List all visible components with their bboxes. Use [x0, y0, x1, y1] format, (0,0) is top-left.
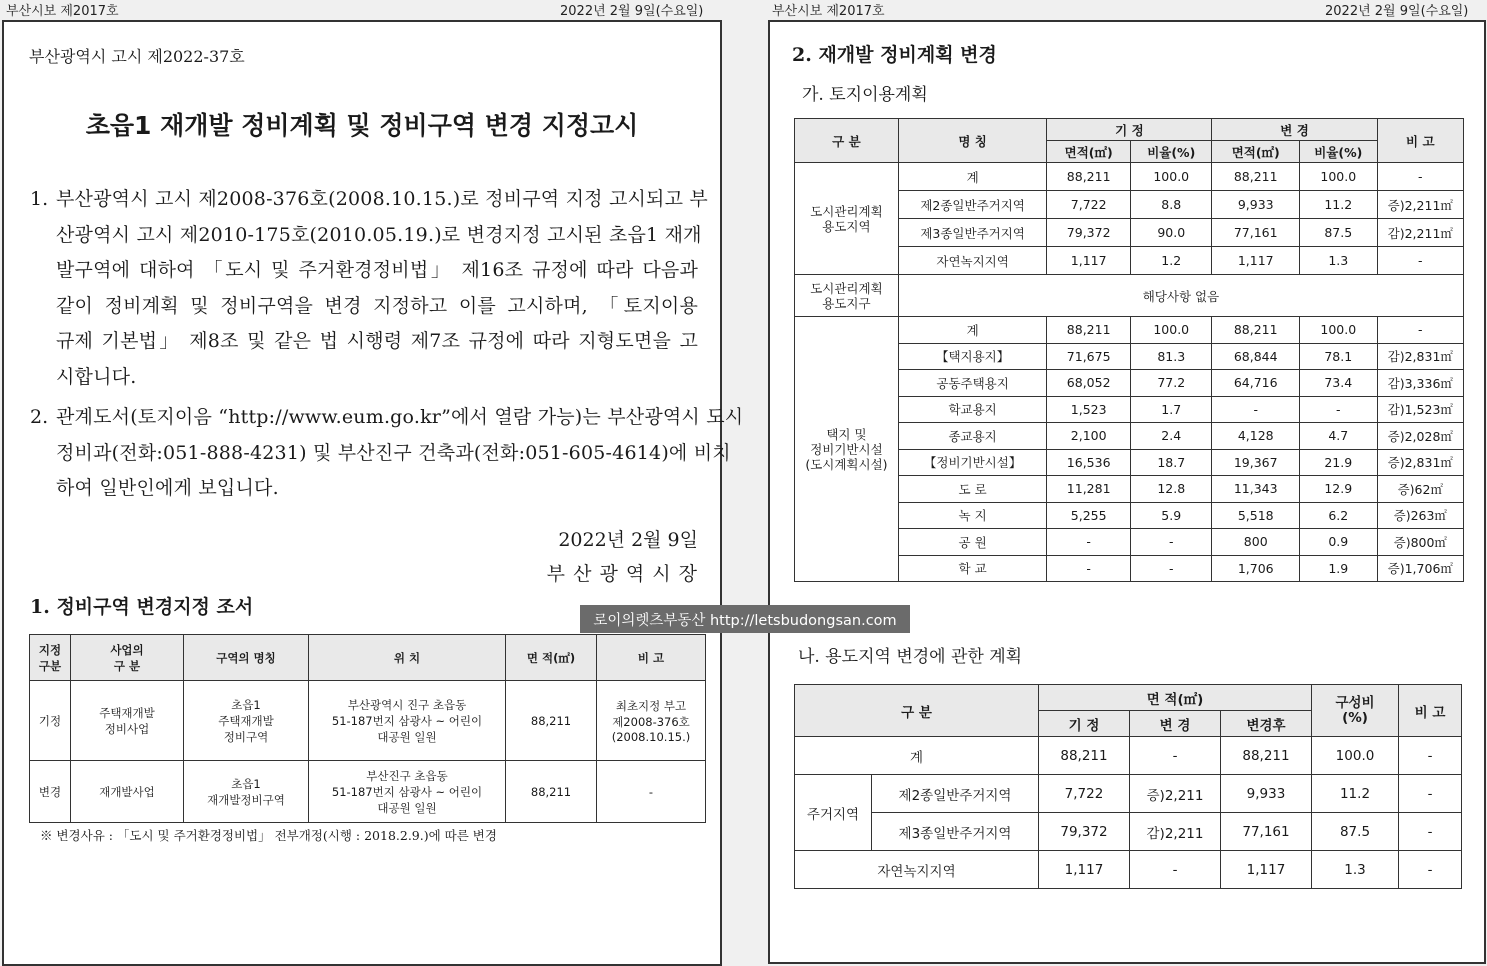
section2-title: 2. 재개발 정비계획 변경 — [792, 44, 997, 66]
item1-text — [56, 182, 708, 395]
cell: - — [1377, 163, 1463, 191]
col-header: 면 적(㎡) — [506, 635, 597, 681]
cell: 12.8 — [1131, 476, 1212, 503]
item-name-cell: 학 교 — [898, 555, 1046, 582]
cell: 100.0 — [1131, 163, 1212, 191]
cell: 100.0 — [1299, 163, 1377, 191]
cell: 11,343 — [1212, 476, 1300, 503]
item-name-cell: 공동주택용지 — [898, 370, 1046, 397]
cell: 88,211 — [1212, 163, 1300, 191]
cell: 감)2,211 — [1130, 813, 1221, 851]
cell: - — [1399, 813, 1462, 851]
cell: 제3종일반주거지역 — [872, 813, 1039, 851]
watermark-banner: 로이의렛츠부동산 http://letsbudongsan.com — [580, 605, 910, 633]
cell: - — [1130, 851, 1221, 889]
cell: 77,161 — [1212, 219, 1300, 247]
col-header: 사업의 구 분 — [71, 635, 184, 681]
cell: 78.1 — [1299, 343, 1377, 370]
cell: 5,518 — [1212, 502, 1300, 529]
group-label: 도시관리계획 용도지구 — [795, 275, 899, 317]
col-header: 변 경 — [1130, 711, 1221, 737]
cell: 증)2,211㎡ — [1377, 191, 1463, 219]
cell: 73.4 — [1299, 370, 1377, 397]
item-name-cell: 제2종일반주거지역 — [898, 191, 1046, 219]
cell: 77,161 — [1221, 813, 1312, 851]
table-row — [795, 317, 1464, 344]
table-row — [30, 681, 706, 761]
col-header: 비율(%) — [1299, 141, 1377, 163]
cell: 88,211 — [506, 681, 597, 761]
col-header: 기 정 — [1039, 711, 1130, 737]
item1-line: 규제 기본법」 제8조 및 같은 법 시행령 제7조 규정에 따라 지형도면을 고 — [56, 330, 698, 352]
table-row — [795, 851, 1462, 889]
cell: - — [597, 761, 706, 823]
cell: 부산광역시 진구 초읍동 51-187번지 삼광사 ~ 어린이 대공원 일원 — [309, 681, 506, 761]
cell: 1,117 — [1039, 851, 1130, 889]
cell: 재개발사업 — [71, 761, 184, 823]
subsection-b-title: 나. 용도지역 변경에 관한 계획 — [798, 647, 1023, 667]
cell: 1.3 — [1312, 851, 1399, 889]
subsection-a-title: 가. 토지이용계획 — [802, 85, 928, 105]
cell: 감)2,831㎡ — [1377, 343, 1463, 370]
cell: 증)1,706㎡ — [1377, 555, 1463, 582]
cell: 감)2,211㎡ — [1377, 219, 1463, 247]
cell: 2,100 — [1047, 423, 1131, 450]
cell: 88,211 — [506, 761, 597, 823]
table-row — [795, 813, 1462, 851]
cell: 5.9 — [1131, 502, 1212, 529]
cell: 감)1,523㎡ — [1377, 396, 1463, 423]
right-header-publication: 부산시보 제2017호 — [772, 4, 885, 19]
cell: 9,933 — [1221, 775, 1312, 813]
cell: 기정 — [30, 681, 71, 761]
cell: - — [1399, 737, 1462, 775]
cell: 변경 — [30, 761, 71, 823]
zoning-change-table — [794, 684, 1462, 889]
cell: 주택재개발 정비사업 — [71, 681, 184, 761]
item1-line: 산광역시 고시 제2010-175호(2010.05.19.)로 변경지정 고시된 초읍1 재개 — [56, 223, 702, 246]
notice-number: 부산광역시 고시 제2022-37호 — [29, 47, 245, 66]
col-header: 변 경 — [1212, 119, 1377, 141]
item2-line: 관계도서(토지이음 “http://www.eum.go.kr”에서 열람 가능)는 부산광역시 도시 — [56, 406, 744, 428]
cell: 81.3 — [1131, 343, 1212, 370]
item-name-cell: 【택지용지】 — [898, 343, 1046, 370]
cell: 자연녹지지역 — [795, 851, 1039, 889]
item-name-cell: 학교용지 — [898, 396, 1046, 423]
cell: 79,372 — [1047, 219, 1131, 247]
col-header: 면적(㎡) — [1212, 141, 1300, 163]
land-use-group — [795, 317, 1464, 582]
col-header: 면 적(㎡) — [1039, 685, 1312, 711]
cell: - — [1047, 529, 1131, 556]
col-header: 비 고 — [1377, 119, 1463, 163]
col-header: 명 칭 — [898, 119, 1046, 163]
cell: 증)2,831㎡ — [1377, 449, 1463, 476]
cell: 증)800㎡ — [1377, 529, 1463, 556]
cell: - — [1212, 396, 1300, 423]
cell: - — [1399, 775, 1462, 813]
right-page — [768, 20, 1486, 964]
col-header: 기 정 — [1047, 119, 1212, 141]
cell: 88,211 — [1221, 737, 1312, 775]
cell: - — [1377, 247, 1463, 275]
notice-date: 2022년 2월 9일 — [558, 529, 698, 551]
item-name-cell: 【정비기반시설】 — [898, 449, 1046, 476]
cell: 87.5 — [1299, 219, 1377, 247]
cell: 21.9 — [1299, 449, 1377, 476]
cell: - — [1047, 555, 1131, 582]
item1-line: 부산광역시 고시 제2008-376호(2008.10.15.)로 정비구역 지정 고시되고 부 — [56, 188, 708, 210]
col-header: 지정 구분 — [30, 635, 71, 681]
cell: 7,722 — [1047, 191, 1131, 219]
cell: - — [1299, 396, 1377, 423]
item2-text — [56, 400, 744, 507]
item1-line: 시합니다. — [56, 365, 137, 388]
notice-signer: 부 산 광 역 시 장 — [546, 563, 698, 585]
cell: 9,933 — [1212, 191, 1300, 219]
cell: 부산진구 초읍동 51-187번지 삼광사 ~ 어린이 대공원 일원 — [309, 761, 506, 823]
cell: 1.3 — [1299, 247, 1377, 275]
designation-table — [29, 634, 706, 823]
table-row — [795, 775, 1462, 813]
cell: 6.2 — [1299, 502, 1377, 529]
cell: 68,844 — [1212, 343, 1300, 370]
cell: - — [1130, 737, 1221, 775]
item-name-cell: 계 — [898, 163, 1046, 191]
item-name-cell: 제3종일반주거지역 — [898, 219, 1046, 247]
group-label: 택지 및 정비기반시설 (도시계획시설) — [795, 317, 899, 582]
cell: 계 — [795, 737, 1039, 775]
table-row — [30, 761, 706, 823]
col-header: 구역의 명칭 — [184, 635, 309, 681]
cell: 800 — [1212, 529, 1300, 556]
col-header: 위 치 — [309, 635, 506, 681]
col-header: 변경후 — [1221, 711, 1312, 737]
cell: 90.0 — [1131, 219, 1212, 247]
item-name-cell: 녹 지 — [898, 502, 1046, 529]
item2-line: 하여 일반인에게 보입니다. — [56, 477, 279, 499]
cell: 4.7 — [1299, 423, 1377, 450]
cell: 0.9 — [1299, 529, 1377, 556]
cell: 18.7 — [1131, 449, 1212, 476]
cell: - — [1131, 555, 1212, 582]
cell: 12.9 — [1299, 476, 1377, 503]
land-use-group — [795, 163, 1464, 275]
left-header-publication: 부산시보 제2017호 — [6, 4, 119, 19]
cell: 1.9 — [1299, 555, 1377, 582]
cell: 68,052 — [1047, 370, 1131, 397]
section1-title: 1. 정비구역 변경지정 조서 — [30, 596, 254, 618]
item-name-cell: 계 — [898, 317, 1046, 344]
cell: 16,536 — [1047, 449, 1131, 476]
cell: 7,722 — [1039, 775, 1130, 813]
cell: 1.7 — [1131, 396, 1212, 423]
cell: 100.0 — [1299, 317, 1377, 344]
cell: 11,281 — [1047, 476, 1131, 503]
cell: 88,211 — [1212, 317, 1300, 344]
item-name-cell: 공 원 — [898, 529, 1046, 556]
cell: 87.5 — [1312, 813, 1399, 851]
cell: 11.2 — [1312, 775, 1399, 813]
item1-number: 1. — [30, 188, 49, 210]
cell: 2.4 — [1131, 423, 1212, 450]
cell: 1,117 — [1047, 247, 1131, 275]
item1-line: 발구역에 대하여 「도시 및 주거환경정비법」 제16조 규정에 따라 다음과 — [56, 259, 698, 281]
cell: 100.0 — [1312, 737, 1399, 775]
cell: 1,117 — [1212, 247, 1300, 275]
cell: 제2종일반주거지역 — [872, 775, 1039, 813]
cell: - — [1131, 529, 1212, 556]
cell: 100.0 — [1131, 317, 1212, 344]
cell: 최초지정 부고 제2008-376호 (2008.10.15.) — [597, 681, 706, 761]
cell: 1,117 — [1221, 851, 1312, 889]
item-name-cell: 도 로 — [898, 476, 1046, 503]
cell: 1,523 — [1047, 396, 1131, 423]
land-use-table — [794, 118, 1464, 582]
cell: - — [1399, 851, 1462, 889]
cell: 증)62㎡ — [1377, 476, 1463, 503]
item-name-cell: 자연녹지지역 — [898, 247, 1046, 275]
cell: 1,706 — [1212, 555, 1300, 582]
table-row — [795, 737, 1462, 775]
right-header-date: 2022년 2월 9일(수요일) — [1325, 4, 1469, 19]
cell: 88,211 — [1039, 737, 1130, 775]
footnote: ※ 변경사유 : 「도시 및 주거환경정비법」 전부개정(시행 : 2018.2.9.)에 따른 변경 — [40, 828, 497, 843]
cell: 71,675 — [1047, 343, 1131, 370]
item2-number: 2. — [30, 406, 49, 428]
left-page — [2, 20, 744, 966]
cell: 4,128 — [1212, 423, 1300, 450]
cell: 1.2 — [1131, 247, 1212, 275]
col-header: 비율(%) — [1131, 141, 1212, 163]
cell: 19,367 — [1212, 449, 1300, 476]
cell: 해당사항 없음 — [898, 275, 1463, 317]
cell: 5,255 — [1047, 502, 1131, 529]
cell: 64,716 — [1212, 370, 1300, 397]
cell: 증)2,211 — [1130, 775, 1221, 813]
table-row — [795, 163, 1464, 191]
col-header: 면적(㎡) — [1047, 141, 1131, 163]
col-header: 구성비 (%) — [1312, 685, 1399, 737]
cell: 초읍1 주택재개발 정비구역 — [184, 681, 309, 761]
notice-title: 초읍1 재개발 정비계획 및 정비구역 변경 지정고시 — [85, 111, 639, 140]
col-header: 비 고 — [1399, 685, 1462, 737]
group-label: 도시관리계획 용도지역 — [795, 163, 899, 275]
item1-line: 같이 정비계획 및 정비구역을 변경 지정하고 이를 고시하며, 「토지이용 — [56, 294, 698, 317]
cell: 11.2 — [1299, 191, 1377, 219]
cell: 증)2,028㎡ — [1377, 423, 1463, 450]
cell: 77.2 — [1131, 370, 1212, 397]
cell: 초읍1 재개발정비구역 — [184, 761, 309, 823]
cell: 증)263㎡ — [1377, 502, 1463, 529]
cell: 88,211 — [1047, 317, 1131, 344]
col-header: 비 고 — [597, 635, 706, 681]
cell: 79,372 — [1039, 813, 1130, 851]
col-header: 구 분 — [795, 119, 899, 163]
cell: 감)3,336㎡ — [1377, 370, 1463, 397]
col-header: 구 분 — [795, 685, 1039, 737]
item2-line: 정비과(전화:051-888-4231) 및 부산진구 건축과(전화:051-605-4614)에 비치 — [56, 441, 731, 464]
item-name-cell: 종교용지 — [898, 423, 1046, 450]
left-header-date: 2022년 2월 9일(수요일) — [560, 4, 704, 19]
group-label: 주거지역 — [795, 775, 872, 851]
cell: 8.8 — [1131, 191, 1212, 219]
table-row — [795, 275, 1464, 317]
cell: 88,211 — [1047, 163, 1131, 191]
cell: - — [1377, 317, 1463, 344]
